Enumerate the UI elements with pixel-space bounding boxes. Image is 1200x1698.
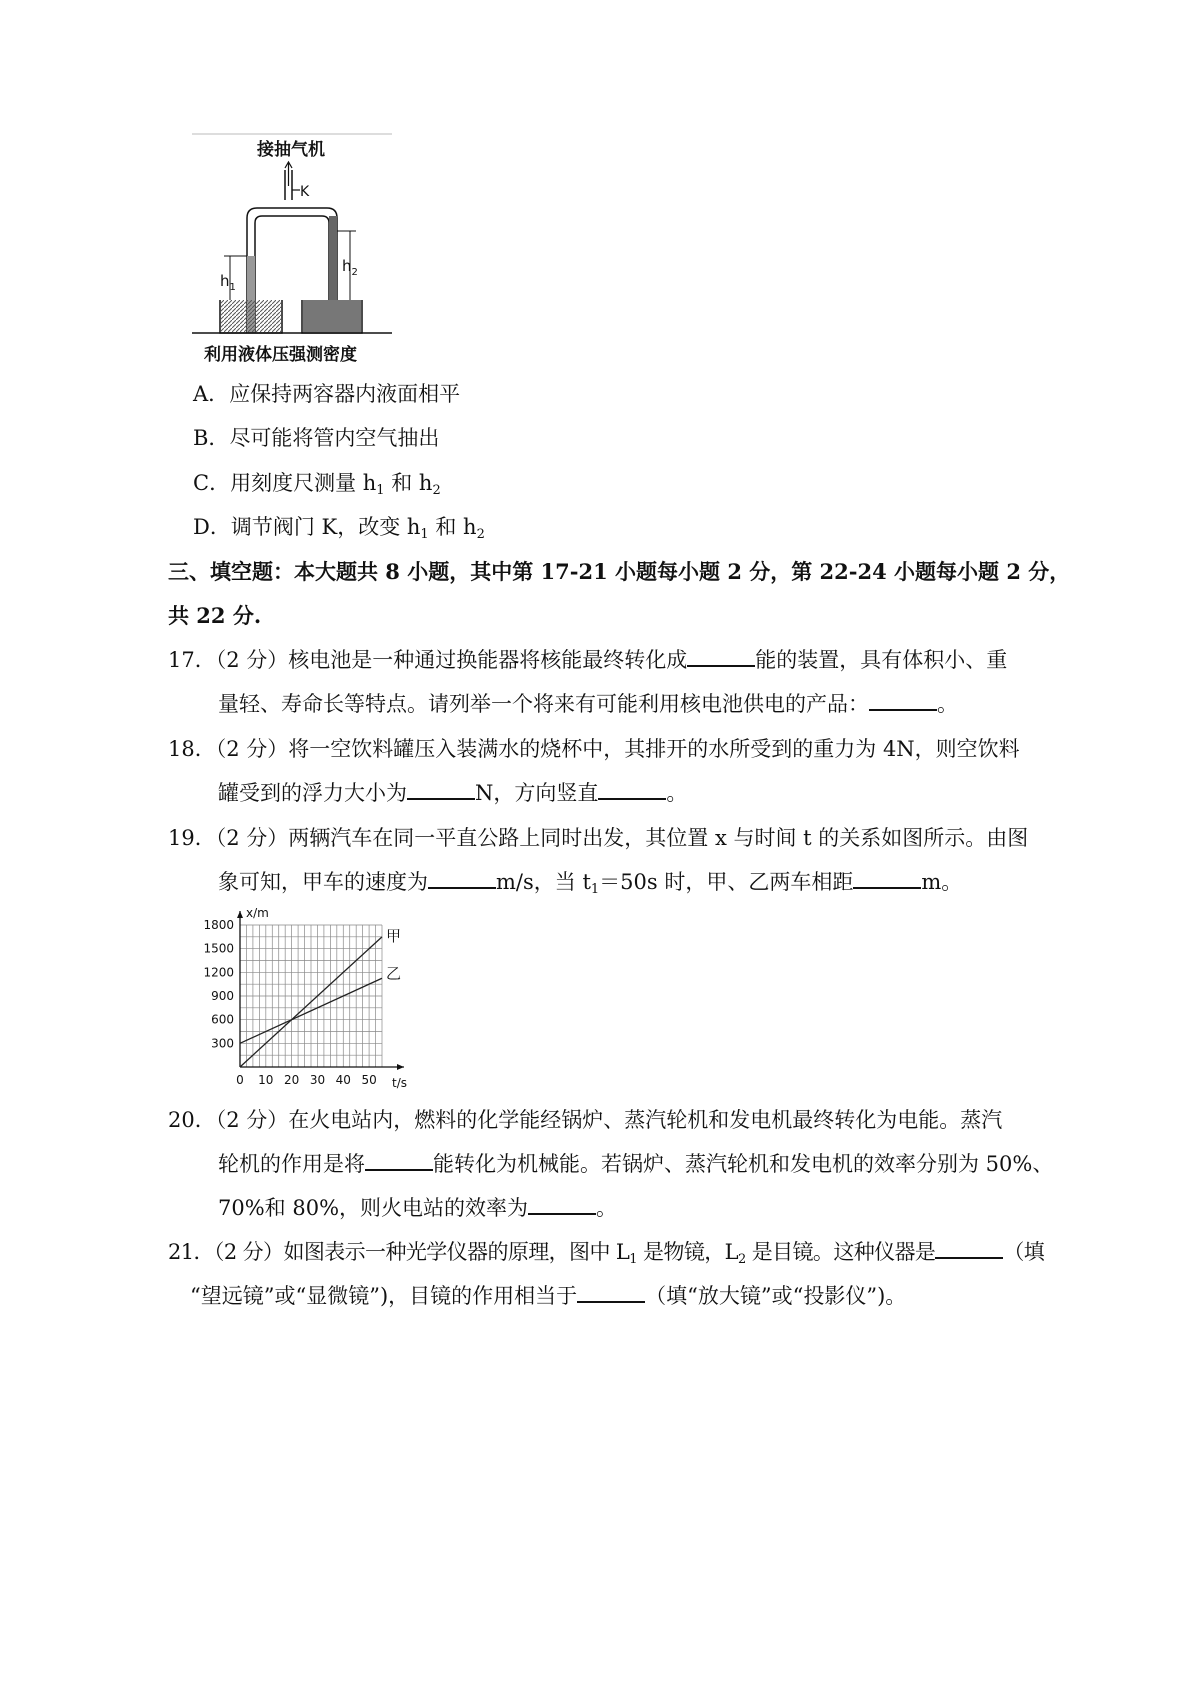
h1-label: $h_1$ <box>220 272 236 293</box>
question-20-line-1 <box>168 1104 1002 1134</box>
question-text: （填 <box>1003 1240 1045 1264</box>
option-letter: C． <box>193 471 231 495</box>
question-text: 量轻、寿命长等特点。请列举一个将来有可能利用核电池供电的产品： <box>218 692 869 716</box>
question-21-line-2 <box>190 1280 906 1310</box>
question-19-line-1 <box>168 822 1028 852</box>
subscript: 1 <box>629 1252 637 1267</box>
answer-blank[interactable] <box>428 869 496 889</box>
y-tick-label: 900 <box>211 989 234 1003</box>
answer-blank[interactable] <box>577 1283 645 1303</box>
question-text: （2 分）将一空饮料罐压入装满水的烧杯中，其排开的水所受到的重力为 4N，则空饮料 <box>215 737 1020 761</box>
y-tick-label: 1500 <box>203 941 234 956</box>
question-number: 18． <box>168 737 216 761</box>
x-tick-label: 30 <box>309 1073 326 1087</box>
question-text: 。 <box>666 781 688 805</box>
x-axis-label: t/s <box>392 1076 407 1090</box>
subscript: 1 <box>420 527 429 542</box>
y-tick-label: 1800 <box>203 918 234 932</box>
pressure-apparatus-figure <box>192 128 397 368</box>
top-label: 接抽气机 <box>257 140 325 160</box>
option-text: 调节阀门 K，改变 h <box>230 515 421 539</box>
question-text: 象可知，甲车的速度为 <box>218 870 428 894</box>
h2-label: $h_2$ <box>342 257 358 278</box>
question-text: （2 分）两辆汽车在同一平直公路上同时出发，其位置 x 与时间 t 的关系如图所示。由图 <box>215 826 1029 850</box>
option-text: 用刻度尺测量 h <box>230 471 377 495</box>
question-18-line-1 <box>168 733 1020 763</box>
question-text: 70%和 80%，则火电站的效率为 <box>218 1196 529 1220</box>
series-label-2: 乙 <box>386 964 402 983</box>
option-a <box>193 378 460 408</box>
answer-blank[interactable] <box>528 1195 596 1215</box>
question-text: 。 <box>596 1196 618 1220</box>
question-text: m/s，当 t <box>496 870 591 894</box>
answer-blank[interactable] <box>869 691 937 711</box>
question-text: 罐受到的浮力大小为 <box>218 781 407 805</box>
pressure-apparatus-diagram <box>192 128 397 368</box>
series-label-1: 甲 <box>386 926 402 945</box>
question-19-line-2 <box>218 866 962 897</box>
y-tick-label: 600 <box>211 1012 234 1027</box>
option-text: 和 h <box>384 471 433 495</box>
question-text: （填“放大镜”或“投影仪”)。 <box>645 1284 907 1308</box>
answer-blank[interactable] <box>687 647 755 667</box>
x-tick-label: 10 <box>258 1073 274 1087</box>
question-text: m。 <box>921 870 963 894</box>
answer-blank[interactable] <box>407 780 475 800</box>
question-text: N，方向竖直 <box>475 781 599 805</box>
section-heading: 三、填空题：本大题共 8 小题，其中第 17-21 小题每小题 2 分，第 22-24 小题每小题 2 分， <box>168 559 1071 584</box>
subscript: 1 <box>376 483 385 498</box>
xt-graph <box>195 905 410 1090</box>
section-heading-cont: 共 22 分. <box>168 603 262 628</box>
question-text: 轮机的作用是将 <box>218 1152 365 1176</box>
question-text: （2 分）如图表示一种光学仪器的原理，图中 L <box>213 1240 630 1264</box>
option-c <box>193 467 441 498</box>
question-number: 20． <box>168 1108 216 1132</box>
x-tick-label: 0 <box>236 1073 244 1087</box>
y-axis-arrow <box>237 911 243 918</box>
question-text: 。 <box>937 692 958 716</box>
question-21-line-1 <box>168 1236 1044 1267</box>
option-letter: D． <box>193 515 231 539</box>
option-text: 和 h <box>428 515 477 539</box>
subscript: 2 <box>476 527 485 542</box>
answer-blank[interactable] <box>365 1151 433 1171</box>
valve-label: K <box>300 184 310 200</box>
x-tick-label: 20 <box>283 1073 300 1087</box>
x-tick-label: 50 <box>361 1073 377 1087</box>
question-number: 17． <box>168 648 216 672</box>
question-text: “望远镜”或“显微镜”)，目镜的作用相当于 <box>190 1284 578 1308</box>
answer-blank[interactable] <box>853 869 921 889</box>
question-text: 是物镜，L <box>636 1240 738 1264</box>
subscript: 2 <box>432 483 441 498</box>
subscript: 1 <box>590 882 600 897</box>
question-text: 能转化为机械能。若锅炉、蒸汽轮机和发电机的效率分别为 50%、 <box>433 1152 1054 1176</box>
option-b <box>193 422 439 452</box>
figure-caption: 利用液体压强测密度 <box>204 345 357 365</box>
x-tick-label: 40 <box>335 1073 351 1087</box>
option-text: 尽可能将管内空气抽出 <box>229 426 440 450</box>
option-text: 应保持两容器内液面相平 <box>229 382 461 406</box>
question-17-line-2 <box>218 688 958 718</box>
subscript: 2 <box>737 1252 746 1267</box>
question-number: 19． <box>168 826 216 850</box>
answer-blank[interactable] <box>935 1239 1003 1259</box>
question-text: （2 分）核电池是一种通过换能器将核能最终转化成 <box>215 648 688 672</box>
y-tick-label: 300 <box>211 1036 234 1051</box>
xt-graph-figure <box>195 905 410 1090</box>
y-axis-label: x/m <box>246 906 269 920</box>
option-letter: A． <box>193 382 230 406</box>
question-text: （2 分）在火电站内，燃料的化学能经锅炉、蒸汽轮机和发电机最终转化为电能。蒸汽 <box>215 1108 1003 1132</box>
question-number: 21． <box>168 1240 214 1264</box>
x-axis-arrow <box>397 1064 404 1070</box>
option-letter: B． <box>193 426 230 450</box>
question-20-line-3 <box>218 1192 617 1222</box>
question-text: 是目镜。这种仪器是 <box>745 1240 936 1264</box>
question-text: ＝50s 时，甲、乙两车相距 <box>599 870 854 894</box>
question-17-line-1 <box>168 644 1007 674</box>
y-tick-label: 1200 <box>203 965 234 980</box>
answer-blank[interactable] <box>598 780 666 800</box>
option-d <box>193 511 485 542</box>
question-20-line-2 <box>218 1148 1053 1178</box>
question-18-line-2 <box>218 777 687 807</box>
question-text: 能的装置，具有体积小、重 <box>755 648 1008 672</box>
